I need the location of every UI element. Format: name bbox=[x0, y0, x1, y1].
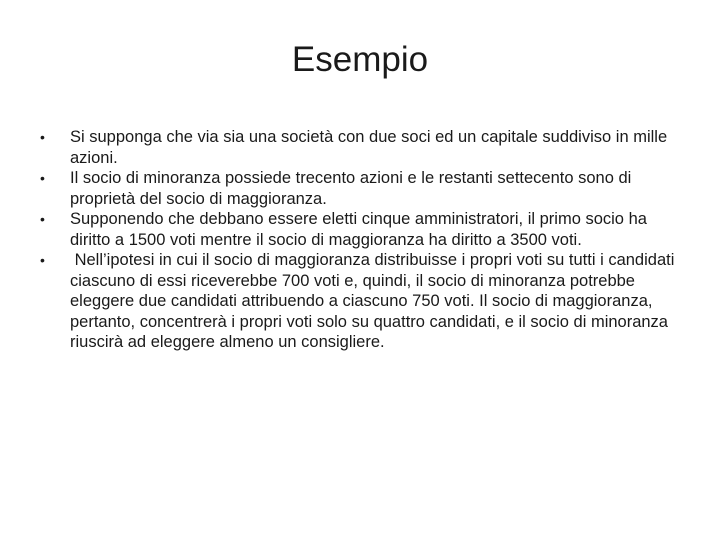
bullet-text: Nell’ipotesi in cui il socio di maggioranza distribuisse i propri voti su tutti i candidati ciascuno di essi riceverebbe 700 voti e, quindi, il socio di minoranza potrebbe eleggere due candidati attribuendo a ciascuno 750 voti. Il socio di maggioranza, pertanto, concentrerà i propri voti solo su quattro candidati, e il socio di minoranza riuscirà ad eleggere almeno un consigliere. bbox=[70, 251, 679, 351]
bullet-text: Il socio di minoranza possiede trecento azioni e le restanti settecento sono di proprietà del socio di maggioranza. bbox=[70, 169, 632, 208]
bullet-icon: • bbox=[40, 129, 45, 145]
bullet-item-3 bbox=[40, 209, 688, 250]
bullet-item-4 bbox=[40, 250, 688, 353]
bullet-icon: • bbox=[40, 211, 45, 227]
bullet-item-2 bbox=[40, 168, 688, 209]
bullet-list bbox=[40, 127, 688, 353]
bullet-icon: • bbox=[40, 252, 45, 268]
bullet-text: Si supponga che via sia una società con due soci ed un capitale suddiviso in mille azioni. bbox=[70, 128, 668, 167]
bullet-item-1 bbox=[40, 127, 688, 168]
bullet-text: Supponendo che debbano essere eletti cinque amministratori, il primo socio ha diritto a 1500 voti mentre il socio di maggioranza ha diritto a 3500 voti. bbox=[70, 210, 647, 249]
bullet-icon: • bbox=[40, 170, 45, 186]
slide-title: Esempio bbox=[291, 40, 429, 80]
